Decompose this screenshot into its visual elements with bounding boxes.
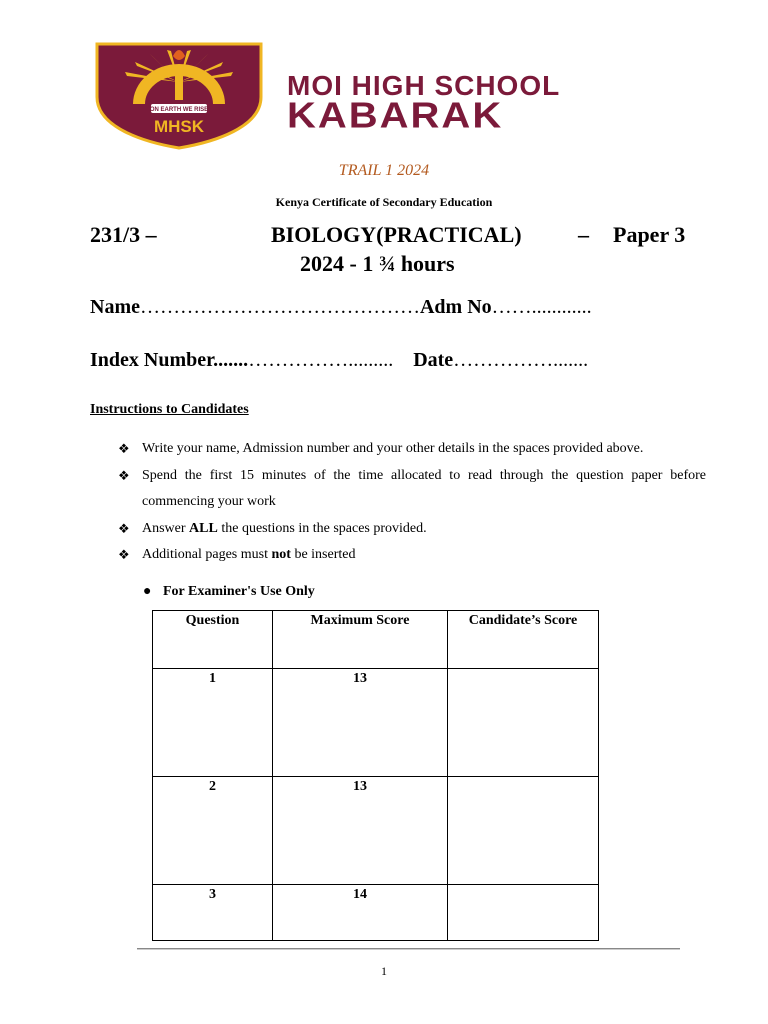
max-score-cell: 14 xyxy=(273,885,448,941)
paper-dash: – xyxy=(578,222,589,247)
instruction-item xyxy=(118,463,706,516)
kcse-subtitle: Kenya Certificate of Secondary Education xyxy=(275,195,493,209)
question-cell: 2 xyxy=(153,777,273,885)
instructions-heading: Instructions to Candidates xyxy=(90,402,249,417)
column-header-candidate-score: Candidate’s Score xyxy=(448,611,599,669)
adm-label: Adm No xyxy=(419,296,492,318)
diamond-bullet-icon: ❖ xyxy=(118,547,130,562)
name-label: Name xyxy=(90,296,140,318)
paper-title-row xyxy=(90,222,700,252)
instruction-text: Answer xyxy=(142,520,190,536)
question-cell: 1 xyxy=(153,669,273,777)
diamond-bullet-icon: ❖ xyxy=(118,441,130,456)
instruction-text-end: the questions in the spaces provided. xyxy=(217,520,427,536)
table-row xyxy=(153,777,599,885)
index-label: Index Number....... xyxy=(90,349,249,371)
instruction-emphasis: not xyxy=(271,547,291,562)
school-name xyxy=(287,72,560,138)
date-label: Date xyxy=(413,349,454,371)
table-header-row xyxy=(153,611,599,669)
round-bullet-icon: ● xyxy=(143,584,152,599)
instruction-text: Write your name, Admission number and your other details in the spaces provided above. xyxy=(142,441,644,456)
school-name-line1: MOI HIGH SCHOOL xyxy=(287,70,561,101)
name-field[interactable]: …………………………………… xyxy=(139,296,420,318)
instruction-item xyxy=(118,516,706,543)
footer-divider xyxy=(137,948,680,950)
crest-motto: ON EARTH WE RISE xyxy=(149,107,209,113)
paper-number: Paper 3 xyxy=(613,222,686,247)
crest-initials: MHSK xyxy=(153,117,205,136)
diamond-bullet-icon: ❖ xyxy=(118,467,130,483)
column-header-max-score: Maximum Score xyxy=(273,611,448,669)
date-field[interactable]: ……………....... xyxy=(453,349,589,371)
max-score-cell: 13 xyxy=(273,669,448,777)
instruction-text-end: be inserted xyxy=(290,547,356,562)
diamond-bullet-icon: ❖ xyxy=(118,520,130,536)
candidate-score-cell[interactable] xyxy=(448,885,599,941)
instructions-list xyxy=(118,436,706,569)
page-number: 1 xyxy=(381,964,387,978)
question-cell: 3 xyxy=(153,885,273,941)
paper-code: 231/3 – xyxy=(90,222,157,247)
paper-subject: BIOLOGY(PRACTICAL) xyxy=(271,222,522,247)
candidate-score-cell[interactable] xyxy=(448,777,599,885)
instruction-text: Additional pages must xyxy=(142,547,272,562)
name-adm-row xyxy=(90,296,592,319)
instruction-text: Spend the first 15 minutes of the time allocated to read through the question paper before commencing your work xyxy=(142,467,706,509)
table-row xyxy=(153,885,599,941)
year-duration: 2024 - 1 ¾ hours xyxy=(300,251,455,276)
examiner-heading xyxy=(143,584,315,600)
trial-title: TRAIL 1 2024 xyxy=(338,162,430,179)
instruction-item xyxy=(118,436,706,463)
table-row xyxy=(153,669,599,777)
index-field[interactable]: ……………......... xyxy=(248,349,394,371)
max-score-cell: 13 xyxy=(273,777,448,885)
column-header-question: Question xyxy=(153,611,273,669)
adm-field[interactable]: ……............ xyxy=(491,296,592,318)
instruction-emphasis: ALL xyxy=(189,520,218,536)
instruction-item xyxy=(118,542,706,569)
candidate-score-cell[interactable] xyxy=(448,669,599,777)
examiner-heading-text: For Examiner's Use Only xyxy=(163,584,315,599)
index-date-row xyxy=(90,349,588,372)
school-crest-logo xyxy=(95,42,263,150)
school-name-line2: KABARAK xyxy=(287,96,504,136)
examiner-score-table xyxy=(152,610,599,941)
